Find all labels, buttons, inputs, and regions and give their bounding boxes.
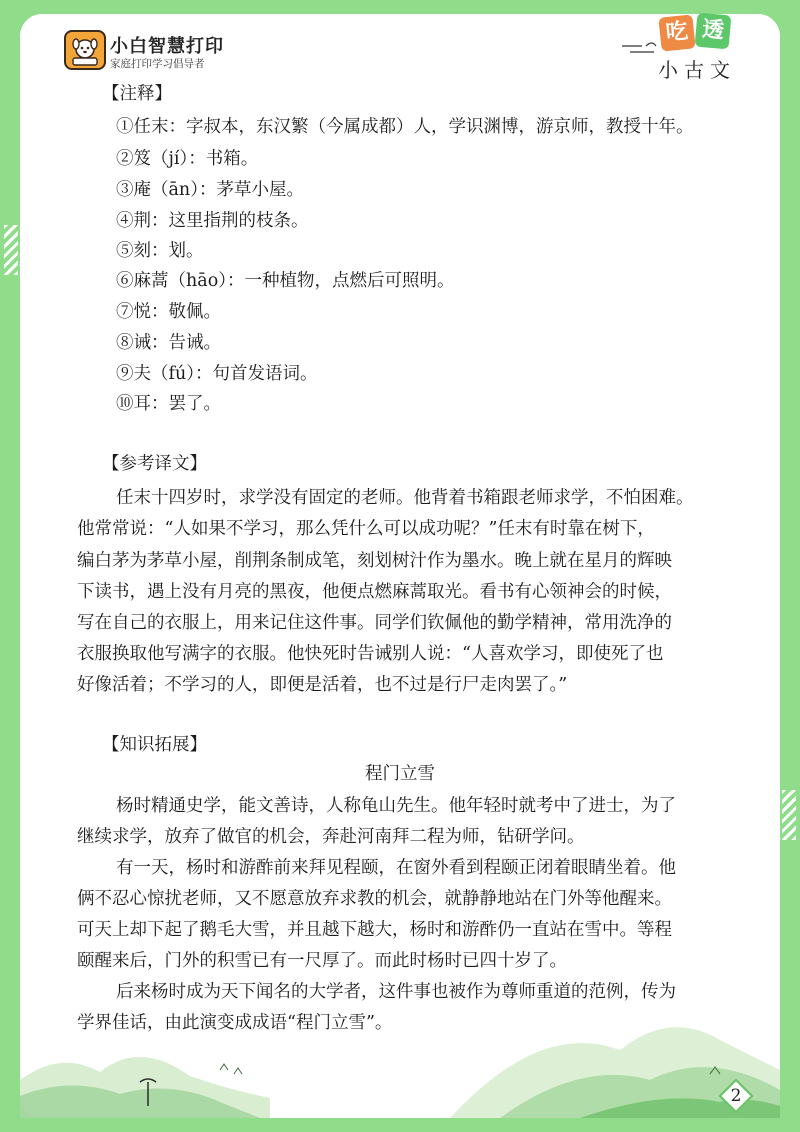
story-line: 学界佳话，由此演变成成语“程门立雪”。 (77, 1013, 393, 1033)
page-number: 2 (730, 1086, 742, 1106)
note-item: ①任末：字叔本，东汉繁（今属成都）人，学识渊博，游京师，教授十年。 (116, 117, 694, 137)
translation-line: 他常常说：“人如果不学习，那么凭什么可以成功呢？”任末有时靠在树下， (77, 519, 655, 539)
note-item: ③庵（ān）：茅草小屋。 (116, 180, 304, 200)
note-item: ⑥麻蒿（hāo）：一种植物，点燃后可照明。 (116, 271, 455, 291)
page-number-badge (718, 1078, 754, 1114)
translation-line: 好像活着；不学习的人，即便是活着，也不过是行尸走肉罢了。” (77, 675, 568, 695)
note-item: ②笈（jí）：书箱。 (116, 149, 259, 169)
translation-heading: 【参考译文】 (102, 454, 207, 474)
series-subtitle: 小古文 (658, 58, 736, 82)
translation-line: 编白茅为茅草小屋，削荆条制成笔，刻划树汁作为墨水。晚上就在星月的辉映 (77, 551, 672, 571)
story-line: 继续求学，放弃了做官的机会，奔赴河南拜二程为师，钻研学问。 (77, 827, 585, 847)
note-item: ⑤刻：划。 (116, 241, 204, 261)
translation-line: 任末十四岁时，求学没有固定的老师。他背着书箱跟老师求学，不怕困难。 (116, 488, 694, 508)
story-line: 杨时精通史学，能文善诗，人称龟山先生。他年轻时就考中了进士，为了 (116, 796, 676, 816)
story-line: 有一天，杨时和游酢前来拜见程颐，在窗外看到程颐正闭着眼睛坐着。他 (116, 858, 676, 878)
story-line: 俩不忍心惊扰老师，又不愿意放弃求教的机会，就静静地站在门外等他醒来。 (77, 889, 672, 909)
translation-line: 下读书，遇上没有月亮的黑夜，他便点燃麻蒿取光。看书有心领神会的时候， (77, 582, 672, 602)
mountain-landscape-decoration (20, 1010, 780, 1118)
note-item: ⑦悦：敬佩。 (116, 302, 221, 322)
brand-slogan: 家庭打印学习倡导者 (110, 58, 205, 70)
brand-name: 小白智慧打印 (110, 36, 224, 57)
notes-heading: 【注释】 (102, 84, 172, 104)
translation-line: 衣服换取他写满字的衣服。他快死时告诫别人说：“人喜欢学习，即使死了也 (77, 644, 664, 664)
extension-heading: 【知识拓展】 (102, 735, 207, 755)
story-line: 可天上却下起了鹅毛大雪，并且越下越大，杨时和游酢仍一直站在雪中。等程 (77, 920, 672, 940)
note-item: ⑧诫：告诫。 (116, 333, 221, 353)
story-title: 程门立雪 (365, 764, 435, 784)
series-char-tou: 透 (695, 13, 732, 50)
note-item: ④荆：这里指荆的枝条。 (116, 211, 309, 231)
note-item: ⑨夫（fú）：句首发语词。 (116, 364, 318, 384)
story-line: 后来杨时成为天下闻名的大学者，这件事也被作为尊师重道的范例，传为 (116, 982, 676, 1002)
note-item: ⑩耳：罢了。 (116, 394, 221, 414)
series-char-chi: 吃 (658, 14, 695, 51)
story-line: 颐醒来后，门外的积雪已有一尺厚了。而此时杨时已四十岁了。 (77, 951, 567, 971)
translation-line: 写在自己的衣服上，用来记住这件事。同学们钦佩他的勤学精神，常用洗净的 (77, 613, 672, 633)
